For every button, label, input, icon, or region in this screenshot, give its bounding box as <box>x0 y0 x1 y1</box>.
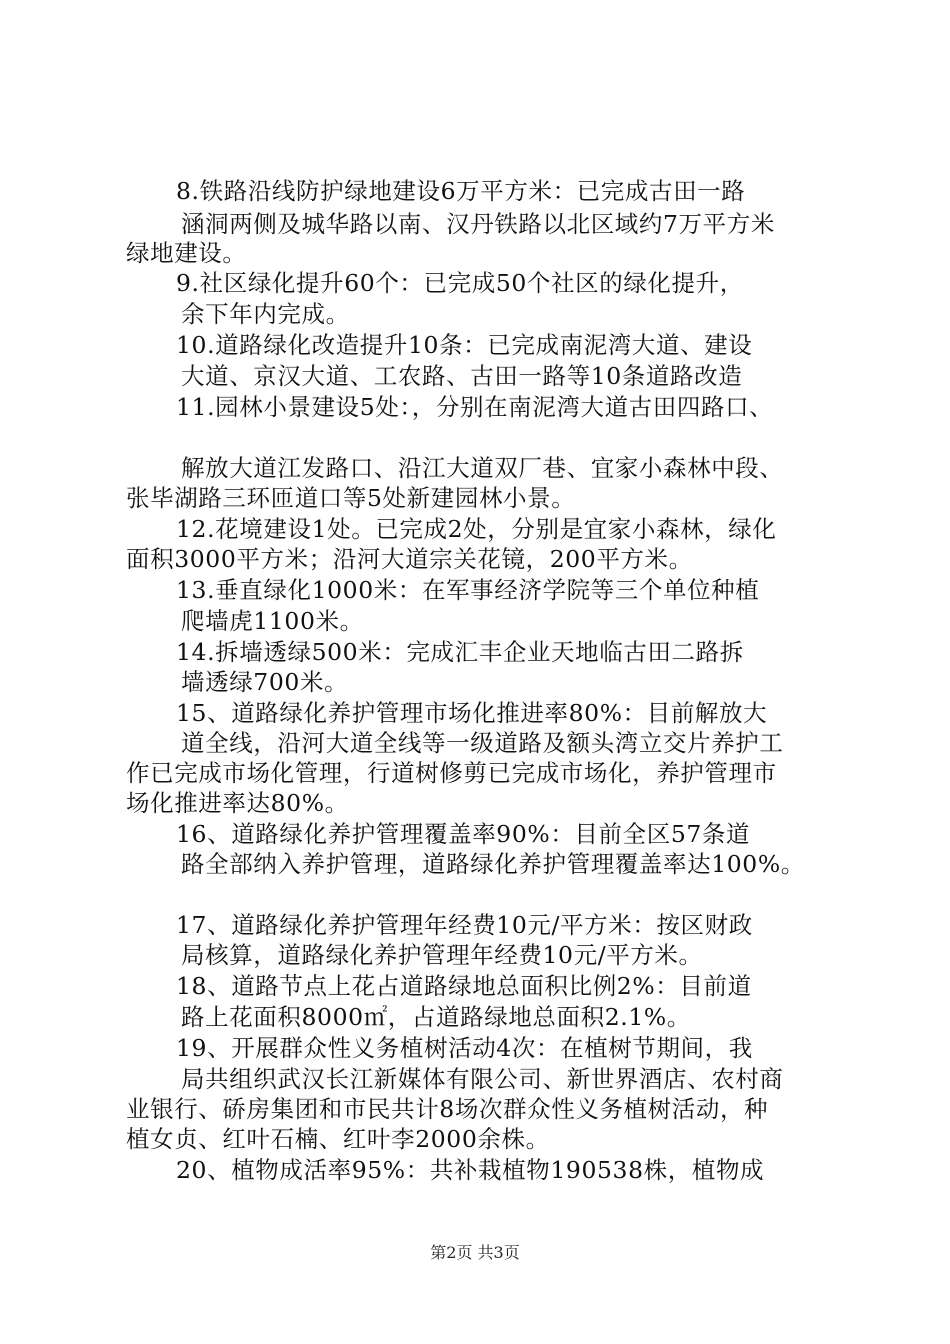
text-line: 10.道路绿化改造提升10条：已完成南泥湾大道、建设 <box>176 331 753 359</box>
text-line: 8.铁路沿线防护绿地建设6万平方米：已完成古田一路 <box>176 177 746 205</box>
text-line: 余下年内完成。 <box>181 300 350 328</box>
text-line: 局共组织武汉长江新媒体有限公司、新世界酒店、农村商 <box>181 1065 784 1093</box>
text-line: 墙透绿700米。 <box>181 668 349 696</box>
text-line: 道全线，沿河大道全线等一级道路及额头湾立交片养护工 <box>181 729 784 757</box>
text-line: 11.园林小景建设5处：，分别在南泥湾大道古田四路口、 <box>176 393 774 421</box>
text-line: 18、道路节点上花占道路绿地总面积比例2%：目前道 <box>176 972 752 1000</box>
page-footer: 第2页 共3页 <box>430 1243 520 1262</box>
text-line: 业银行、硚房集团和市民共计8场次群众性义务植树活动，种 <box>126 1095 769 1123</box>
text-line: 路全部纳入养护管理，道路绿化养护管理覆盖率达100%。 <box>181 850 805 878</box>
text-line: 绿地建设。 <box>126 239 247 267</box>
text-line: 植女贞、红叶石楠、红叶李2000余株。 <box>126 1125 550 1153</box>
text-line: 面积3000平方米；沿河大道宗关花镜，200平方米。 <box>126 545 693 573</box>
text-line: 9.社区绿化提升60个：已完成50个社区的绿化提升， <box>176 269 744 297</box>
text-line: 12.花境建设1处。已完成2处，分别是宜家小森林，绿化 <box>176 515 777 543</box>
text-line: 16、道路绿化养护管理覆盖率90%：目前全区57条道 <box>176 820 751 848</box>
text-line: 20、植物成活率95%：共补栽植物190538株，植物成 <box>176 1156 765 1184</box>
text-line: 解放大道江发路口、沿江大道双厂巷、宜家小森林中段、 <box>181 454 784 482</box>
text-line: 14.拆墙透绿500米：完成汇丰企业天地临古田二路拆 <box>176 638 744 666</box>
text-line: 19、开展群众性义务植树活动4次：在植树节期间，我 <box>176 1034 753 1062</box>
text-line: 涵洞两侧及城华路以南、汉丹铁路以北区域约7万平方米 <box>181 210 775 238</box>
text-line: 17、道路绿化养护管理年经费10元/平方米：按区财政 <box>176 911 753 939</box>
text-line: 路上花面积8000㎡，占道路绿地总面积2.1%。 <box>181 1003 691 1031</box>
text-line: 局核算，道路绿化养护管理年经费10元/平方米。 <box>181 941 703 969</box>
text-line: 13.垂直绿化1000米：在军事经济学院等三个单位种植 <box>176 576 760 604</box>
text-line: 15、道路绿化养护管理市场化推进率80%：目前解放大 <box>176 699 768 727</box>
text-line: 作已完成市场化管理，行道树修剪已完成市场化，养护管理市 <box>126 759 777 787</box>
text-line: 大道、京汉大道、工农路、古田一路等10条道路改造 <box>181 362 743 390</box>
text-line: 爬墙虎1100米。 <box>181 607 364 635</box>
text-line: 张毕湖路三环匝道口等5处新建园林小景。 <box>126 484 576 512</box>
text-line: 场化推进率达80%。 <box>126 789 349 817</box>
